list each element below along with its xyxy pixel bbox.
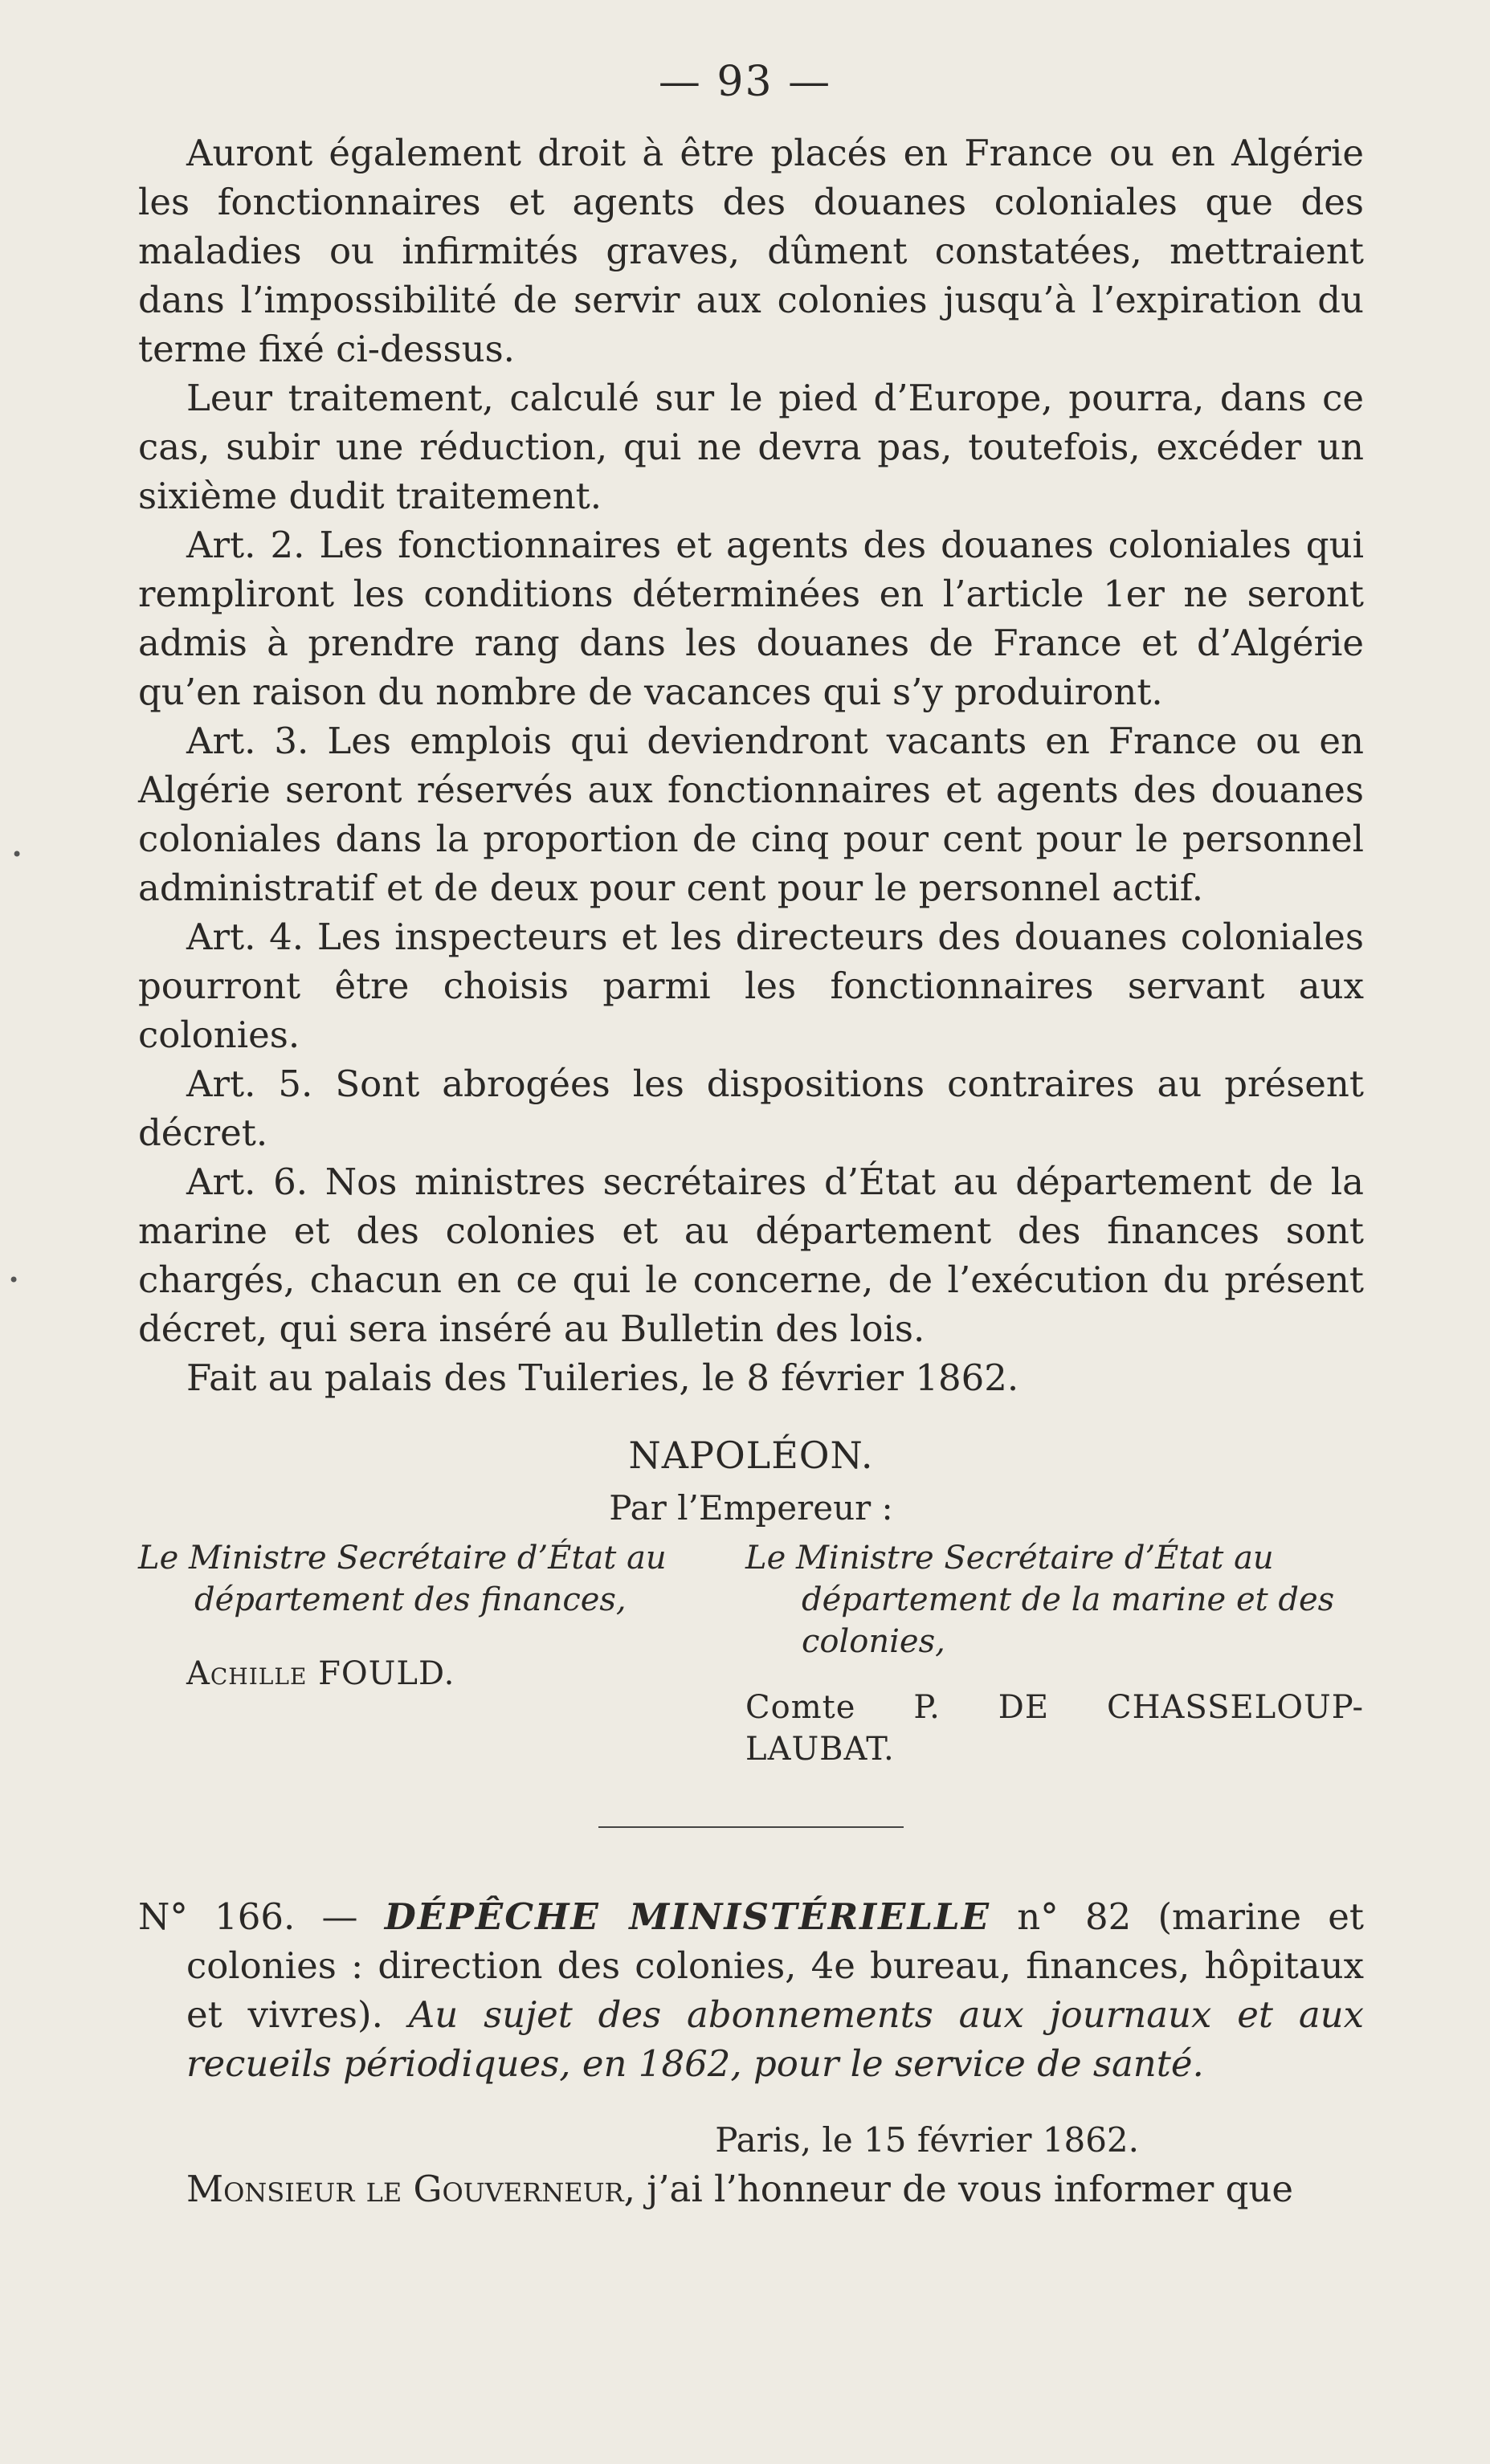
countersignature-left [138, 1537, 716, 1770]
dispatch-number: N° 166. — [138, 1895, 358, 1938]
margin-speck: • [8, 1269, 20, 1291]
paragraph: Art. 2. Les fonctionnaires et agents des douanes coloniales qui rempliront les conditions déterminées en l’article 1er ne seront admis à prendre rang dans les douanes de France et d’Algérie qu’en raison du nombre de vacances qui s’y produiront. [138, 524, 1364, 713]
minister-name-finances: Achille FOULD. [186, 1655, 455, 1692]
salutation: Monsieur le Gouverneur, [186, 2168, 635, 2210]
countersignatures [138, 1537, 1364, 1770]
paragraph: Leur traitement, calculé sur le pied d’Europe, pourra, dans ce cas, subir une réduction, qui ne devra pas, toutefois, excéder un sixième dudit traitement. [138, 377, 1364, 517]
by-the-emperor: Par l’Empereur : [609, 1488, 893, 1528]
dispatch-heading [138, 1892, 1364, 2088]
minister-role-marine: Le Ministre Secrétaire d’État au département de la marine et des colonies, [745, 1540, 1335, 1660]
paragraph: Art. 5. Sont abrogées les dispositions contraires au présent décret. [138, 1063, 1364, 1154]
section-divider [598, 1826, 904, 1828]
page-number: — 93 — [658, 58, 832, 106]
paragraph: Art. 3. Les emplois qui deviendront vacants en France ou en Algérie seront réservés aux fonctionnaires et agents des douanes coloniales dans la proportion de cinq pour cent pour le personnel administratif et de deux pour cent pour le personnel actif. [138, 720, 1364, 909]
place-date: Paris, le 15 février 1862. [715, 2120, 1139, 2160]
dispatch-subject: Au sujet des abonnements aux journaux et aux recueils périodiques, en 1862, pour le service de santé. [186, 1993, 1365, 2085]
countersignature-right [745, 1537, 1364, 1770]
dispatch-details: n° 82 (marine et colonies : direction des colonies, 4e bureau, finances, hôpitaux et vivres). [186, 1895, 1364, 2036]
minister-role-finances: Le Ministre Secrétaire d’État au département des finances, [138, 1540, 667, 1618]
dated-line: Fait au palais des Tuileries, le 8 février 1862. [186, 1356, 1019, 1399]
dispatch-title: DÉPÊCHE MINISTÉRIELLE [384, 1895, 991, 1938]
paragraph: Art. 6. Nos ministres secrétaires d’État au département de la marine et des colonies et au département des finances sont chargés, chacun en ce qui le concerne, de l’exécution du présent décret, qui sera inséré au Bulletin des lois. [138, 1161, 1364, 1350]
dispatch-opening [138, 2164, 1364, 2213]
opening-text: j’ai l’honneur de vous informer que [647, 2168, 1294, 2210]
body-text [138, 129, 1364, 2213]
paragraph: Art. 4. Les inspecteurs et les directeurs des douanes coloniales pourront être choisis parmi les fonctionnaires servant aux colonies. [138, 916, 1364, 1056]
margin-speck: • [11, 843, 23, 866]
signer-name: NAPOLÉON. [628, 1434, 874, 1477]
minister-name-marine: Comte P. DE CHASSELOUP-LAUBAT. [745, 1689, 1364, 1768]
paragraph: Auront également droit à être placés en France ou en Algérie les fonctionnaires et agents des douanes coloniales que des maladies ou infirmités graves, dûment constatées, mettraient dans l’impossibilité de servir aux colonies jusqu’à l’expiration du terme fixé ci-dessus. [138, 132, 1364, 370]
